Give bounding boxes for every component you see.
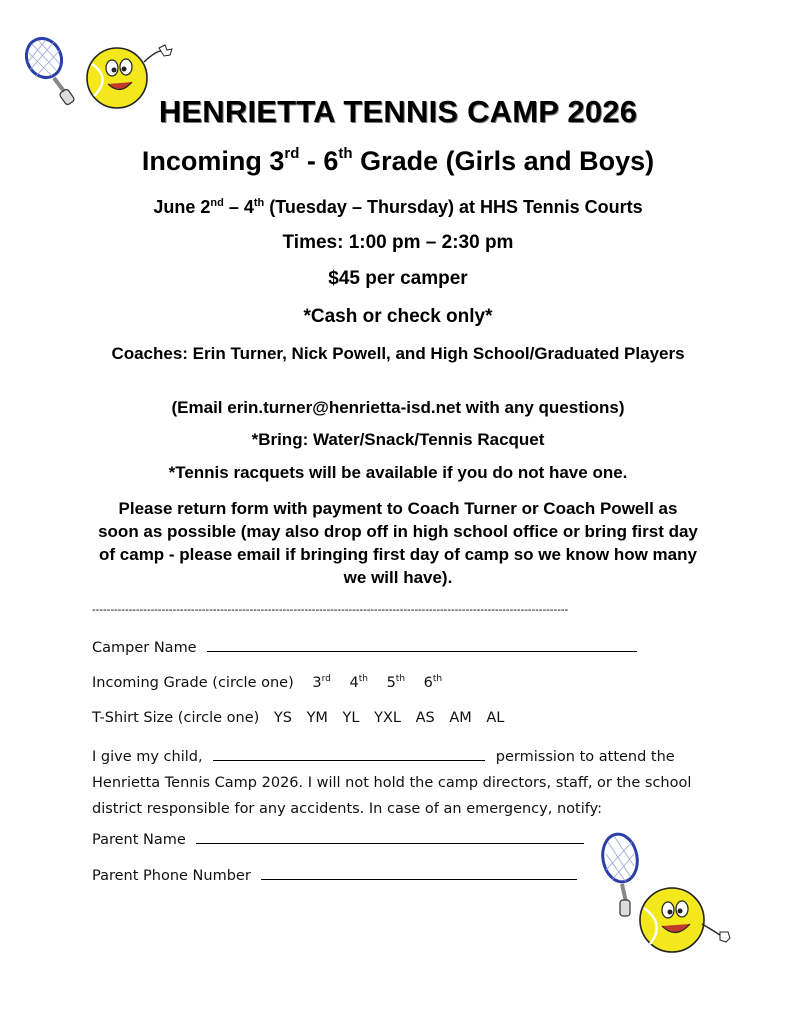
subtitle-part: Grade (Girls and Boys) [352,146,655,176]
subtitle-part: - 6 [299,146,339,176]
grade-option[interactable] [387,675,405,691]
tennis-ball-mascot-icon [640,888,730,952]
subtitle-part: Incoming 3 [141,146,285,176]
parent-name-field[interactable] [196,829,584,844]
shirt-option[interactable]: YS [273,710,292,726]
grade-num: 3 [312,674,322,691]
dates-sup: th [253,197,265,209]
dates-part: (Tuesday – Thursday) at HHS Tennis Courts [264,197,643,217]
grade-suffix: th [432,674,443,684]
dates-part: – 4 [223,197,254,217]
grade-suffix: th [358,674,368,684]
shirt-size-row [92,710,504,726]
camp-price: $45 per camper [328,268,468,289]
grade-num: 5 [386,674,396,691]
camp-title: HENRIETTA TENNIS CAMP 2026 [158,94,638,129]
parent-name-row [92,829,584,848]
grade-label: Incoming Grade (circle one) [92,674,294,691]
camp-times: Times: 1:00 pm – 2:30 pm [282,232,514,253]
grade-num: 4 [349,674,359,691]
parent-phone-row [92,865,577,884]
subtitle-sup: th [338,145,353,162]
subtitle-sup: rd [284,145,300,162]
grade-option[interactable] [312,675,331,691]
shirt-option[interactable]: YL [342,710,360,726]
return-instructions: Please return form with payment to Coach Turner or Coach Powell as soon as possible (may also drop off in high school office or bring first day of camp - please email if bringing first day of camp so we know how many we will have). [98,499,698,587]
parent-name-label: Parent Name [92,832,186,848]
bring-list: *Bring: Water/Snack/Tennis Racquet [251,430,545,449]
coaches-info: Coaches: Erin Turner, Nick Powell, and High School/Graduated Players [111,344,685,363]
camp-dates [0,197,796,218]
shirt-option[interactable]: YXL [374,710,401,726]
child-name-field[interactable] [213,746,485,761]
permission-text-rest: permission to attend the Henrietta Tennis Camp 2026. I will not hold the camp directors, staff, or the school district responsible for any accidents. In case of an emergency, notify: [92,749,692,817]
camper-name-field[interactable] [207,637,637,652]
permission-statement [92,744,692,822]
dates-sup: nd [210,197,224,209]
payment-note: *Cash or check only* [303,306,493,327]
grade-suffix: th [395,674,406,684]
camp-subtitle [0,146,796,177]
tennis-mascot-clipart-bottom [592,828,742,958]
camper-name-row [92,637,637,656]
shirt-option[interactable]: AM [449,710,472,726]
email-info: (Email erin.turner@henrietta-isd.net with any questions) [171,398,625,417]
shirt-option[interactable]: AL [486,710,505,726]
dates-part: June 2 [153,197,211,217]
grade-option[interactable] [424,675,442,691]
parent-phone-label: Parent Phone Number [92,868,251,884]
camper-name-label: Camper Name [92,640,197,656]
racquet-note: *Tennis racquets will be available if you do not have one. [168,463,628,482]
tennis-racquet-icon [599,831,641,916]
grade-num: 6 [423,674,433,691]
shirt-size-label: T-Shirt Size (circle one) [92,710,260,726]
grade-suffix: rd [321,674,331,684]
grade-option[interactable] [349,675,367,691]
shirt-option[interactable]: YM [306,710,328,726]
parent-phone-field[interactable] [261,865,577,880]
cut-line-divider: ---------------------------------------------------------------------------------------------------------------------------------- [92,604,569,616]
shirt-option[interactable]: AS [415,710,435,726]
permission-text-start: I give my child, [92,749,203,765]
grade-row [92,674,442,691]
